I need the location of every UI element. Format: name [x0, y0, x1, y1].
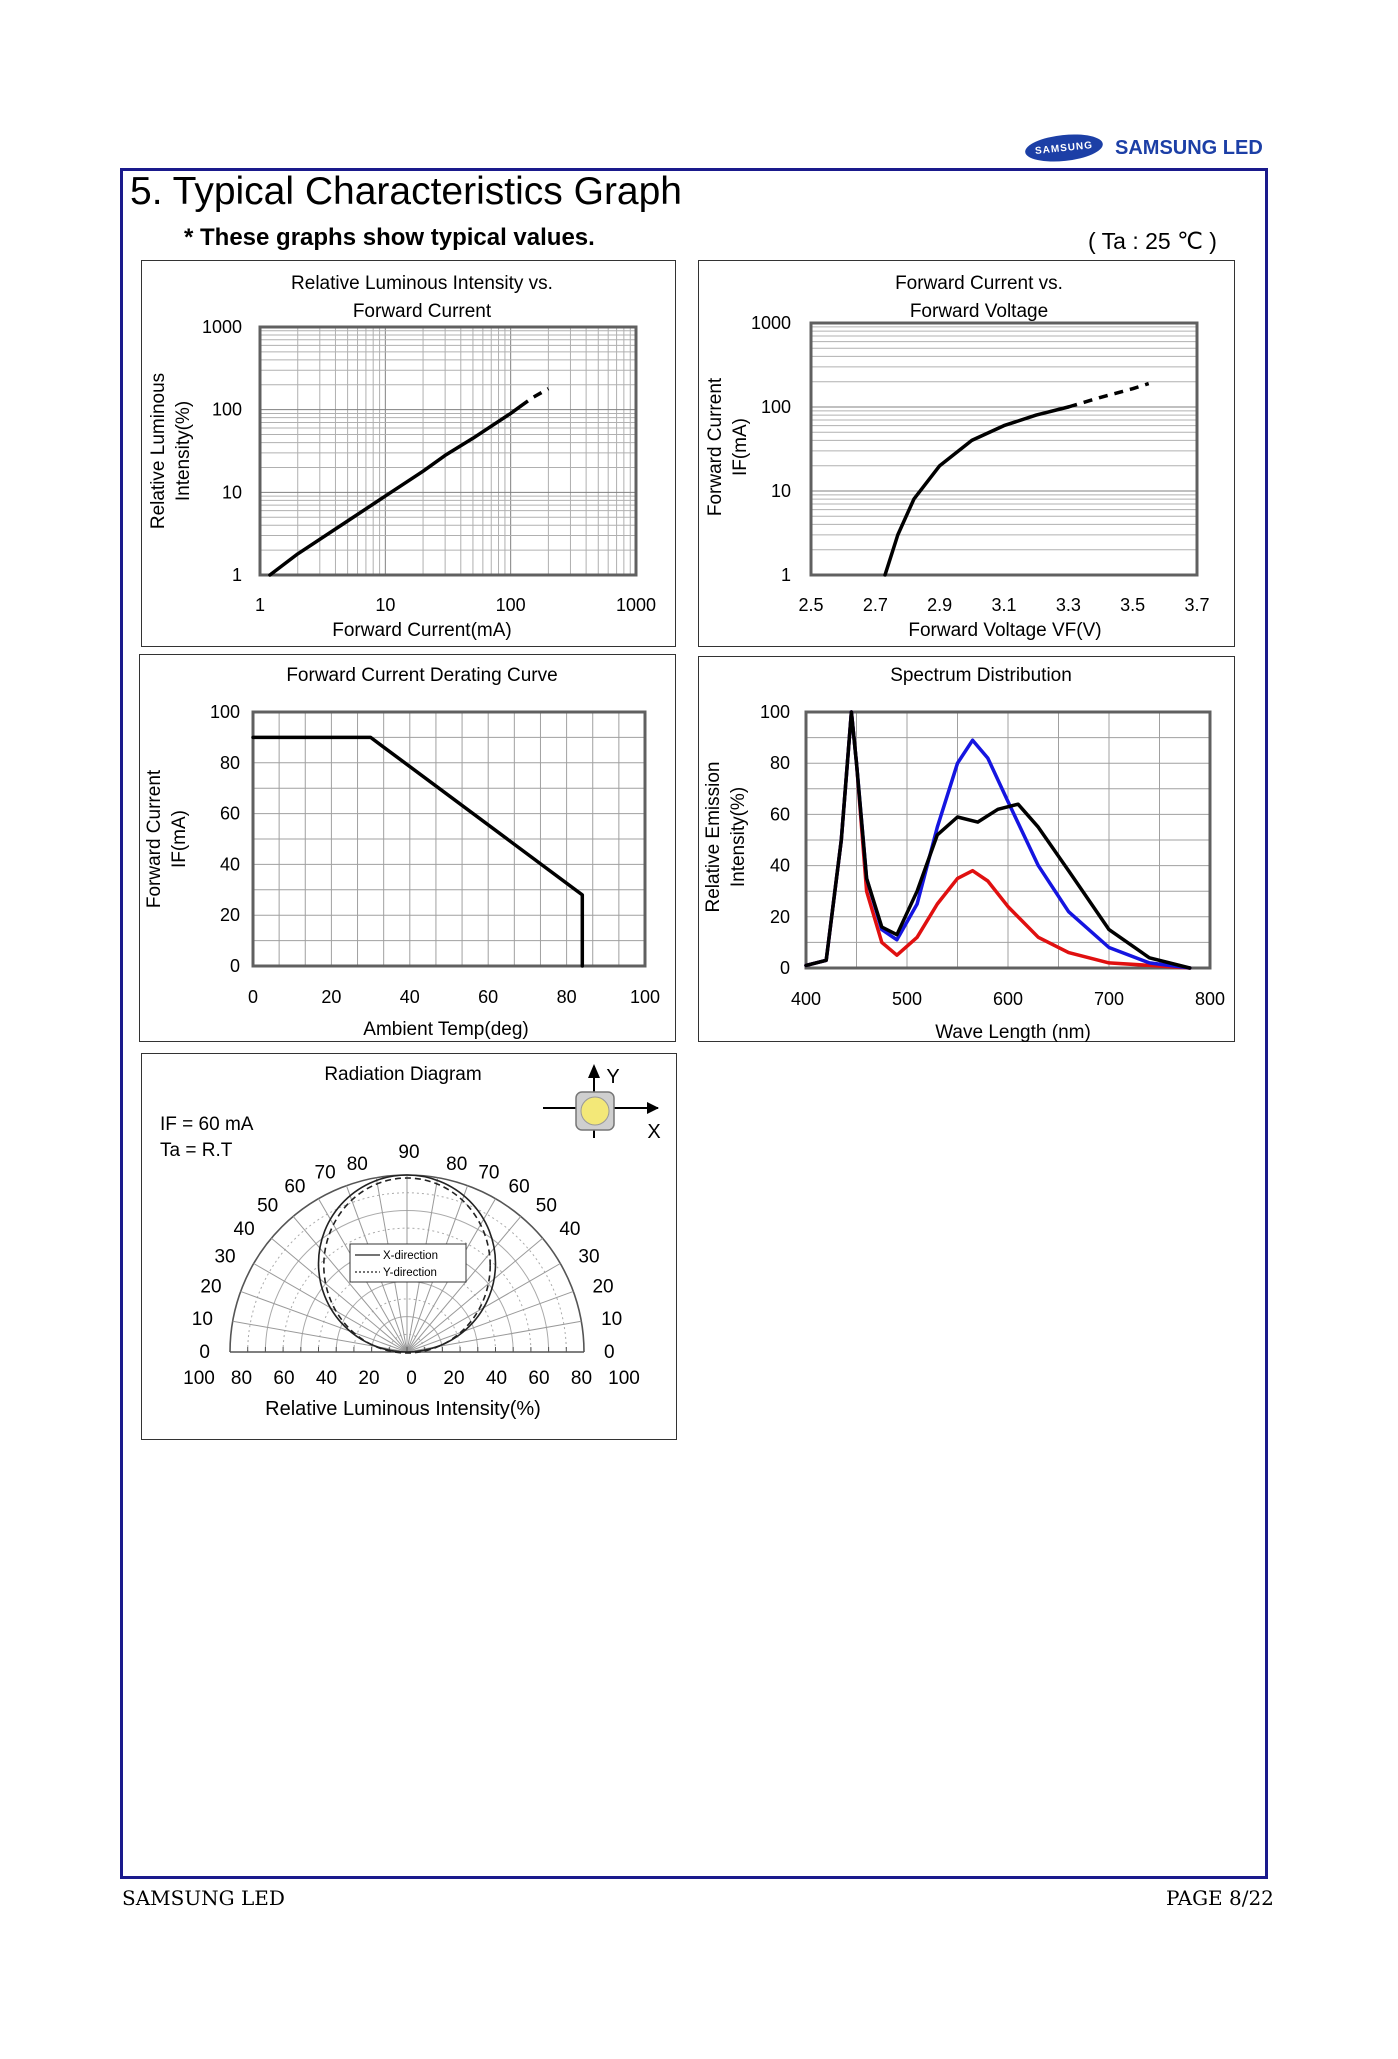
y-tick-label: 20: [769, 906, 790, 927]
x-axis-label: Forward Voltage VF(V): [908, 620, 1102, 641]
chart-title: Forward Voltage: [909, 301, 1049, 322]
page-subtitle: * These graphs show typical values.: [184, 224, 595, 251]
chart-derating-curve-svg: [140, 655, 677, 1043]
radial-tick-label: 20: [443, 1368, 465, 1389]
angle-label-left: 30: [214, 1246, 236, 1268]
y-tick-label: 1000: [201, 317, 242, 337]
chart-legend: [350, 1244, 466, 1282]
chart-current-vs-voltage: [698, 260, 1235, 647]
radial-tick-label: 80: [570, 1368, 593, 1389]
y-tick-label: 0: [779, 958, 790, 978]
ambient-condition: ( Ta : 25 ℃ ): [1088, 228, 1217, 254]
x-tick-label: 3.7: [1184, 595, 1210, 615]
angle-label-left: 20: [200, 1276, 222, 1298]
angle-label: 90: [398, 1142, 420, 1163]
condition-if: IF = 60 mA: [160, 1114, 254, 1135]
x-tick-label: 60: [478, 987, 499, 1007]
angle-label-left: 10: [191, 1308, 213, 1330]
series-line-1: [253, 737, 582, 966]
x-tick-label: 2.9: [927, 595, 953, 615]
x-tick-label: 100: [495, 595, 526, 615]
y-axis-label-letter: Y: [606, 1066, 620, 1088]
x-tick-label: 0: [247, 987, 259, 1007]
radial-tick-label: 0: [406, 1368, 417, 1389]
chart-grid: [811, 327, 1197, 550]
radial-tick-label: 60: [273, 1368, 295, 1389]
angle-label-right: 0: [604, 1342, 615, 1363]
y-tick-label: 10: [770, 481, 791, 501]
y-axis-label: IF(mA): [169, 809, 190, 869]
radial-tick-label: 40: [485, 1368, 508, 1389]
chart-luminous-vs-current-svg: [142, 261, 677, 648]
y-axis-label: Relative Emission: [703, 761, 724, 913]
y-tick-label: 80: [769, 753, 790, 774]
y-axis-label: Intensity(%): [728, 786, 749, 888]
x-axis-label: Ambient Temp(deg): [363, 1019, 529, 1040]
samsung-logo-oval: SAMSUNG: [1024, 131, 1104, 165]
radial-tick-label: 100: [608, 1368, 640, 1389]
x-tick-label: 1: [254, 595, 266, 615]
legend-label-y: Y-direction: [383, 1267, 437, 1279]
angle-label-left: 0: [199, 1342, 210, 1363]
y-axis-label: Relative Luminous: [148, 372, 169, 530]
y-tick-label: 100: [759, 702, 790, 722]
x-tick-label: 3.3: [1055, 595, 1081, 615]
angle-label-right: 70: [478, 1162, 500, 1184]
samsung-logo: [1025, 133, 1263, 163]
y-axis-label: Forward Current: [144, 769, 165, 909]
angle-label-left: 70: [314, 1162, 336, 1184]
radial-tick-label: 40: [315, 1368, 338, 1389]
chart-title: Spectrum Distribution: [890, 665, 1072, 686]
x-tick-label: 40: [399, 987, 420, 1007]
y-tick-label: 100: [211, 399, 242, 420]
chart-luminous-vs-current: [141, 260, 676, 647]
footer-brand: SAMSUNG LED: [122, 1886, 285, 1910]
x-axis-label-letter: X: [647, 1121, 661, 1143]
x-tick-label: 800: [1194, 989, 1226, 1009]
radial-tick-label: 20: [358, 1368, 380, 1389]
led-orientation-icon: [543, 1064, 661, 1143]
page-title: 5. Typical Characteristics Graph: [130, 170, 682, 213]
angle-label-right: 50: [535, 1195, 557, 1217]
radial-tick-label: 80: [230, 1368, 253, 1389]
chart-title: Forward Current Derating Curve: [286, 665, 558, 686]
chart-spectrum-distribution-svg: [699, 657, 1236, 1043]
y-tick-label: 80: [219, 752, 240, 773]
angle-label-left: 40: [233, 1219, 255, 1241]
x-axis-label: Wave Length (nm): [935, 1022, 1091, 1043]
angle-label-right: 60: [508, 1176, 530, 1198]
y-tick-label: 1: [780, 565, 791, 585]
y-tick-label: 40: [769, 855, 790, 876]
plot-frame: [260, 327, 636, 575]
chart-title: Radiation Diagram: [324, 1064, 482, 1085]
y-tick-label: 0: [229, 956, 240, 976]
legend-label-x: X-direction: [383, 1250, 438, 1262]
y-axis-label: Forward Current: [705, 377, 726, 517]
y-tick-label: 1000: [750, 313, 791, 333]
x-tick-label: 20: [321, 987, 342, 1007]
y-tick-label: 40: [219, 854, 240, 875]
chart-grid: [253, 712, 645, 966]
y-tick-label: 1: [231, 565, 242, 585]
radial-tick-label: 100: [183, 1368, 215, 1389]
x-tick-label: 2.7: [862, 595, 888, 615]
chart-current-vs-voltage-svg: [699, 261, 1236, 648]
led-lens: [581, 1097, 609, 1125]
chart-grid: [806, 712, 1210, 968]
chart-title: Forward Current vs.: [895, 273, 1063, 294]
chart-radiation-diagram: [141, 1053, 677, 1440]
x-axis-label: Forward Current(mA): [332, 620, 512, 641]
y-tick-label: 100: [209, 702, 240, 722]
x-tick-label: 600: [992, 989, 1024, 1009]
angle-label-right: 20: [592, 1276, 614, 1298]
x-axis-label: Relative Luminous Intensity(%): [265, 1398, 541, 1420]
chart-title: Forward Current: [352, 301, 492, 322]
x-tick-label: 3.1: [991, 595, 1017, 615]
angle-label-right: 30: [578, 1246, 600, 1268]
series-line-2: [1068, 384, 1148, 407]
y-axis-label: IF(mA): [730, 417, 751, 477]
x-tick-label: 1000: [615, 595, 657, 615]
x-tick-label: 100: [629, 987, 661, 1007]
angle-label-left: 50: [257, 1195, 279, 1217]
x-tick-label: 2.5: [798, 595, 824, 615]
y-tick-label: 100: [760, 397, 791, 417]
chart-derating-curve: [139, 654, 676, 1042]
chart-spectrum-distribution: [698, 656, 1235, 1042]
plot-frame: [811, 323, 1197, 575]
radial-tick-label: 60: [528, 1368, 550, 1389]
x-tick-label: 10: [375, 595, 396, 615]
footer-page-number: PAGE 8/22: [1166, 1886, 1274, 1910]
y-axis-label: Intensity(%): [173, 400, 194, 502]
x-tick-label: 700: [1093, 989, 1125, 1009]
condition-ta: Ta = R.T: [160, 1140, 233, 1161]
angle-label-left: 80: [346, 1153, 368, 1175]
chart-grid: [260, 327, 636, 575]
x-tick-label: 80: [556, 987, 577, 1007]
x-axis-arrowhead: [647, 1102, 659, 1114]
y-axis-arrowhead: [588, 1064, 600, 1078]
series-line-2: [521, 389, 549, 407]
angle-label-left: 60: [284, 1176, 306, 1198]
x-tick-label: 500: [891, 989, 923, 1009]
angle-label-right: 40: [559, 1219, 581, 1241]
samsung-logo-text: SAMSUNG LED: [1115, 136, 1263, 159]
chart-title: Relative Luminous Intensity vs.: [291, 273, 553, 294]
y-tick-label: 60: [769, 804, 790, 825]
x-tick-label: 3.5: [1120, 595, 1146, 615]
y-tick-label: 60: [219, 803, 240, 824]
x-tick-label: 400: [790, 989, 822, 1009]
y-tick-label: 10: [221, 482, 242, 503]
angle-label-right: 10: [601, 1308, 623, 1330]
angle-label-right: 80: [446, 1153, 468, 1175]
y-tick-label: 20: [219, 905, 240, 926]
chart-radiation-diagram-svg: [142, 1054, 678, 1441]
